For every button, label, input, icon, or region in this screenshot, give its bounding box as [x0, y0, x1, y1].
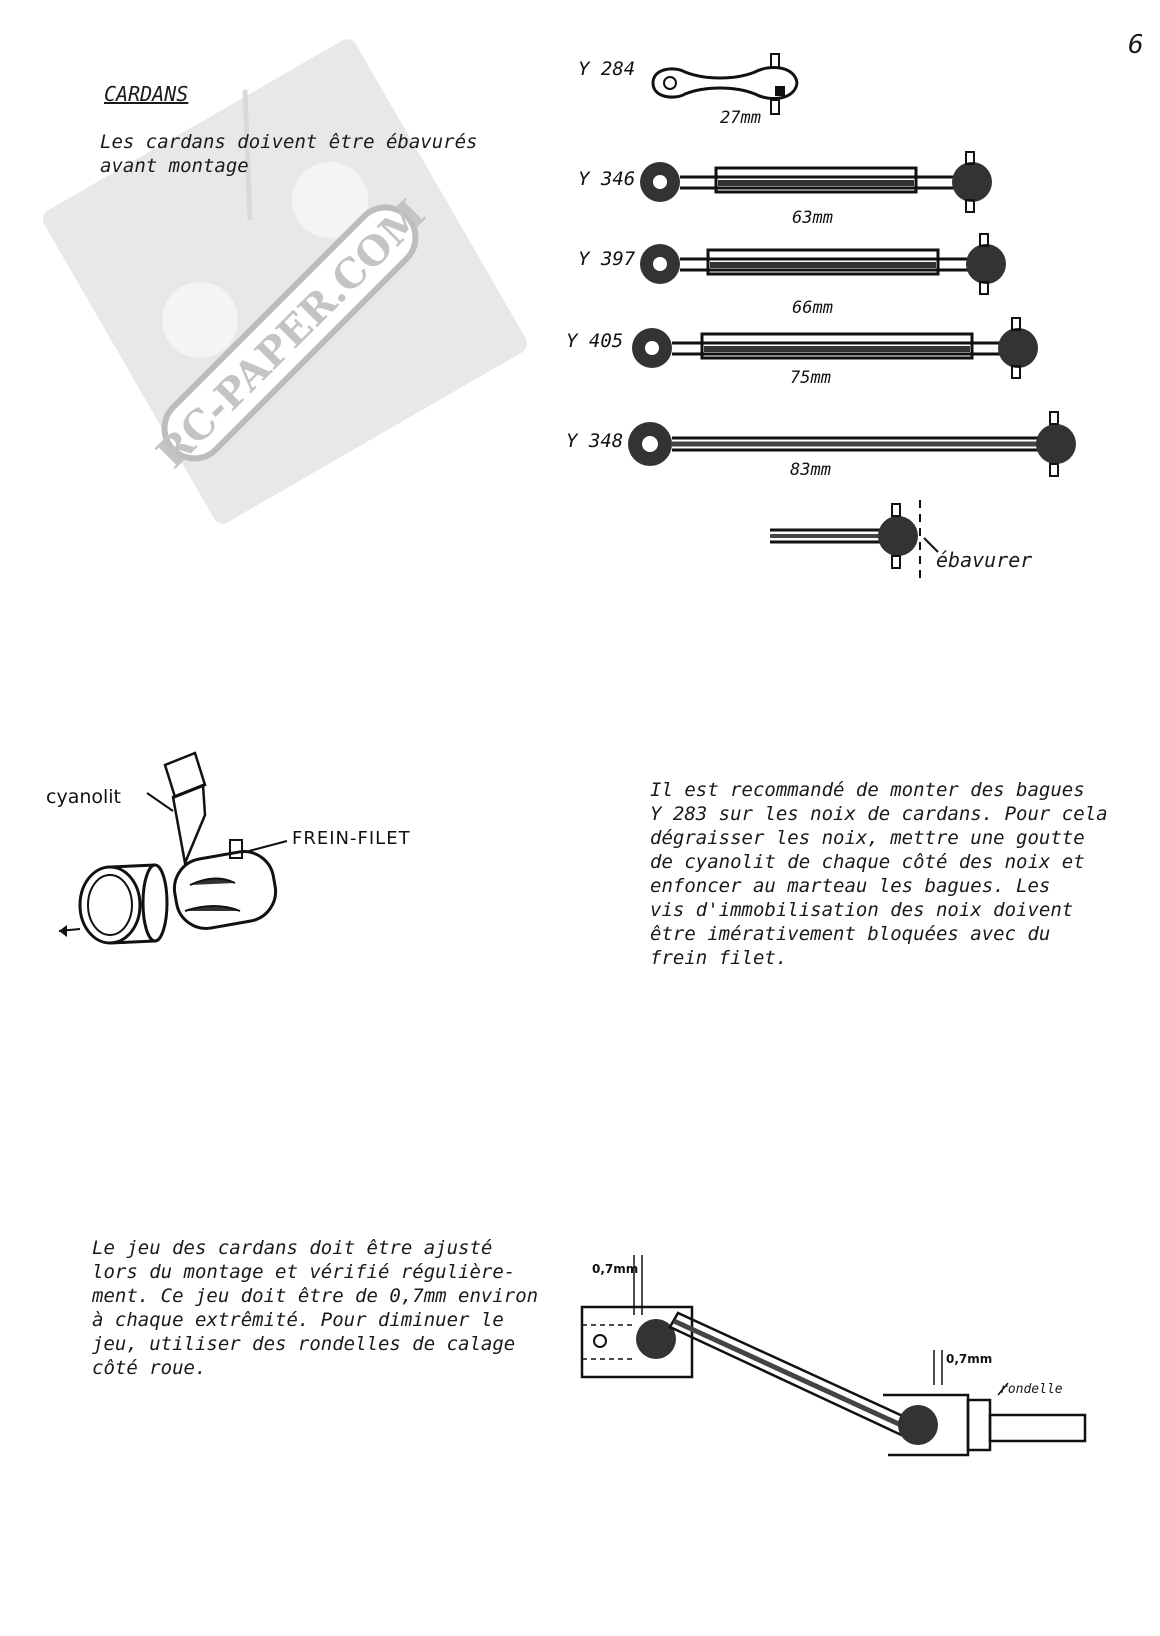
page-number: 6	[1128, 30, 1144, 60]
deburr-detail-drawing	[770, 500, 970, 590]
shaft-y348-drawing	[624, 412, 1094, 482]
cyanolit-label: cyanolit	[46, 786, 122, 808]
glue-application-drawing	[55, 745, 295, 955]
shaft-y405-drawing	[630, 318, 1060, 388]
gap-right-label: 0,7mm	[946, 1352, 993, 1366]
shaft-length: 63mm	[792, 208, 833, 228]
shaft-code: Y 284	[578, 58, 636, 80]
shaft-code: Y 397	[578, 248, 636, 270]
play-text: Le jeu des cardans doit être ajusté lors du montage et vérifié régulière- ment. Ce jeu doit être de 0,7mm environ à chaque extrêmité. Pour diminuer le jeu, utiliser des rondelles de calage côté roue.	[92, 1237, 539, 1379]
deburr-label: ébavurer	[936, 548, 1033, 572]
intro-text: Les cardans doivent être ébavurés avant montage	[100, 131, 478, 177]
shaft-length: 27mm	[720, 108, 761, 128]
svg-text:RC-PAPER.COM: RC-PAPER.COM	[147, 190, 435, 478]
ring-text: Il est recommandé de monter des bagues Y 283 sur les noix de cardans. Pour cela dégraisser les noix, mettre une goutte de cyanolit de chaque côté des noix et enfoncer au marteau les bagues. Les vis d'immobilisation des noix doivent être imérativement bloquées avec du frein filet.	[650, 779, 1108, 969]
shaft-length: 75mm	[790, 368, 831, 388]
shaft-play-drawing	[578, 1255, 1098, 1475]
shaft-y397-drawing	[636, 232, 1036, 302]
shaft-length: 66mm	[792, 298, 833, 318]
shaft-code: Y 346	[578, 168, 636, 190]
gap-left-label: 0,7mm	[592, 1262, 639, 1276]
washer-label: rondelle	[1000, 1382, 1063, 1397]
section-title: CARDANS	[104, 82, 189, 106]
shaft-code: Y 405	[566, 330, 624, 352]
shaft-code: Y 348	[566, 430, 624, 452]
threadlock-label: FREIN-FILET	[292, 828, 411, 849]
shaft-length: 83mm	[790, 460, 831, 480]
